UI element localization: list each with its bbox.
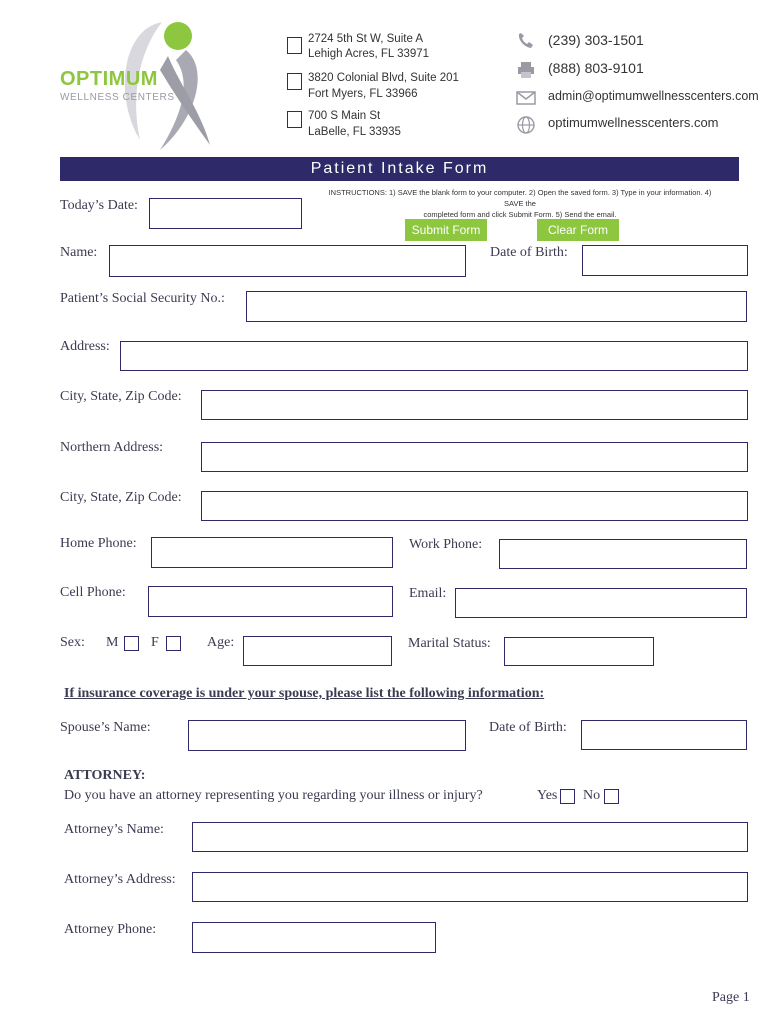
attorney-address-label: Attorney’s Address: [64,872,176,887]
sex-m-checkbox[interactable] [124,636,139,651]
dob-label: Date of Birth: [490,245,568,260]
ssn-label: Patient’s Social Security No.: [60,291,225,306]
location-2-line1: 3820 Colonial Blvd, Suite 201 [308,72,459,84]
location-1-line1: 2724 5th St W, Suite A [308,33,424,45]
email-label: Email: [409,586,447,601]
attorney-section-header: ATTORNEY: [64,768,146,783]
contact-website: optimumwellnesscenters.com [548,115,719,130]
cell-phone-label: Cell Phone: [60,585,126,600]
northern-city-state-zip-input[interactable] [201,491,748,521]
address-input[interactable] [120,341,748,371]
age-input[interactable] [243,636,392,666]
instructions-line-2: completed form and click Submit Form. 5) Send the email. [423,210,617,219]
ssn-input[interactable] [246,291,747,322]
contact-fax: (888) 803-9101 [548,60,644,76]
home-phone-input[interactable] [151,537,393,568]
location-3-line1: 700 S Main St [308,110,381,122]
email-input[interactable] [455,588,747,618]
contact-phone: (239) 303-1501 [548,32,644,48]
work-phone-input[interactable] [499,539,747,569]
logo-name: OPTIMUM [60,68,158,90]
form-title: Patient Intake Form [60,157,739,181]
city-state-zip-input[interactable] [201,390,748,420]
instructions [320,187,720,220]
todays-date-label: Today’s Date: [60,198,138,213]
attorney-name-input[interactable] [192,822,748,852]
work-phone-label: Work Phone: [409,537,483,552]
sex-label: Sex: [60,635,85,650]
spouse-name-label: Spouse’s Name: [60,720,151,735]
attorney-yes-label: Yes [537,788,558,803]
globe-icon [516,116,536,134]
attorney-phone-label: Attorney Phone: [64,922,157,937]
spouse-section-header: If insurance coverage is under your spouse, please list the following information: [64,686,545,701]
marital-status-input[interactable] [504,637,654,666]
spouse-dob-label: Date of Birth: [489,720,567,735]
location-1-checkbox[interactable] [287,37,302,54]
spouse-dob-input[interactable] [581,720,747,750]
submit-form-button[interactable]: Submit Form [405,219,487,241]
attorney-no-checkbox[interactable] [604,789,619,804]
clear-form-button[interactable]: Clear Form [537,219,619,241]
todays-date-input[interactable] [149,198,302,229]
name-input[interactable] [109,245,466,277]
sex-m-label: M [106,635,119,650]
location-3-checkbox[interactable] [287,111,302,128]
attorney-question: Do you have an attorney representing you regarding your illness or injury? [64,788,483,803]
phone-icon [516,32,536,50]
sex-f-checkbox[interactable] [166,636,181,651]
northern-address-input[interactable] [201,442,748,472]
marital-status-label: Marital Status: [408,636,491,651]
instructions-line-1: INSTRUCTIONS: 1) SAVE the blank form to your computer. 2) Open the saved form. 3) Type in your information. 4) SAVE the [328,188,712,208]
page-number: Page 1 [712,990,750,1005]
email-icon [516,89,536,107]
dob-input[interactable] [582,245,748,276]
attorney-name-label: Attorney’s Name: [64,822,164,837]
age-label: Age: [207,635,235,650]
cell-phone-input[interactable] [148,586,393,617]
spouse-name-input[interactable] [188,720,466,751]
home-phone-label: Home Phone: [60,536,137,551]
fax-icon [516,61,536,79]
location-1-line2: Lehigh Acres, FL 33971 [308,48,430,60]
logo-subtitle: WELLNESS CENTERS [60,92,175,103]
location-2-checkbox[interactable] [287,73,302,90]
name-label: Name: [60,245,98,260]
sex-f-label: F [151,635,159,650]
location-3-line2: LaBelle, FL 33935 [308,126,401,138]
location-2-line2: Fort Myers, FL 33966 [308,88,418,100]
attorney-yes-checkbox[interactable] [560,789,575,804]
northern-city-state-zip-label: City, State, Zip Code: [60,490,182,505]
attorney-address-input[interactable] [192,872,748,902]
attorney-no-label: No [583,788,601,803]
address-label: Address: [60,339,110,354]
northern-address-label: Northern Address: [60,440,164,455]
contact-email: admin@optimumwellnesscenters.com [548,89,759,103]
city-state-zip-label: City, State, Zip Code: [60,389,182,404]
attorney-phone-input[interactable] [192,922,436,953]
